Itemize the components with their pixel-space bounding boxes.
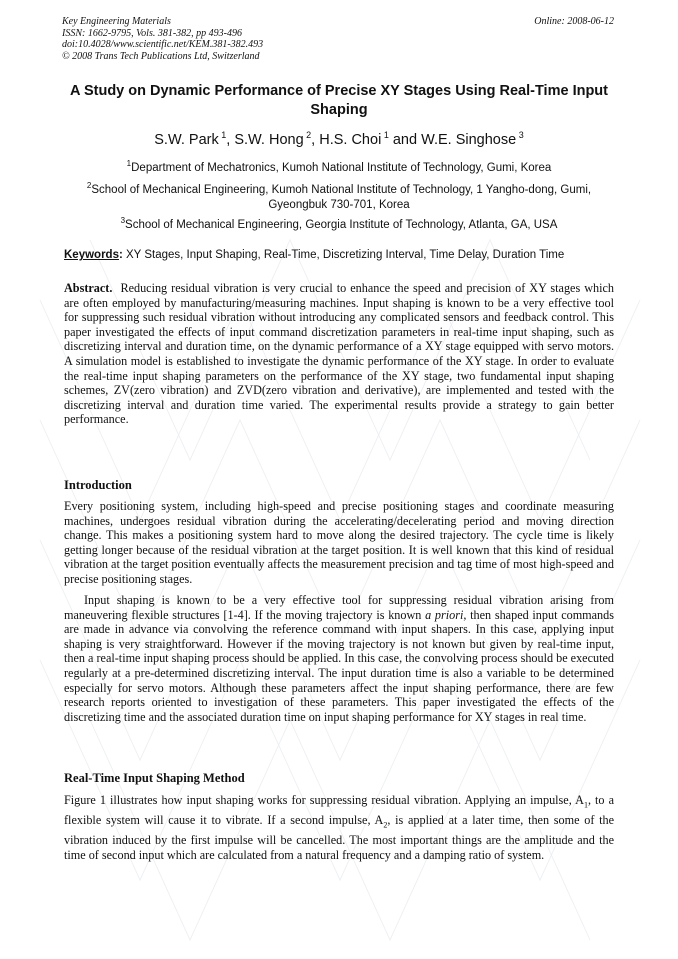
author-name: S.W. Park — [154, 132, 219, 148]
abstract-text: Reducing residual vibration is very crucial to enhance the speed and precision of XY stages which are often employed by manufacturing/measuring machines. Input shaping is known to be a very effective tool for suppressing such residual vibration without introducing any complicated sensors and feedback control. This paper investigated the effects of input command discretization parameters in real-time input shaping, such as discretizing interval and duration time, on the dynamic performance of a XY stage equipped with servo motors. A simulation model is established to investigate the dynamic performance of the XY stage. In order to evaluate the real-time input shaping parameters on the performance of the XY stage, two fundamental input shaping schemes, ZV(zero vibration) and ZVD(zero vibration and derivative), are implemented and tested with the discretizing interval and duration time varied. The experimental results provide a strategy to gain better performance. — [64, 281, 615, 427]
author-list: S.W. Park $^1$, S.W. Hong $^2$, H.S. Choi $^1$ and W.E. Singhose $^3$ — [154, 130, 524, 148]
abstract-label: Abstract. — [64, 281, 113, 295]
affiliation-3: $^3$School of Mechanical Engineering, Georgia Institute of Technology, Atlanta, GA, USA — [120, 216, 558, 231]
journal-header — [62, 16, 263, 62]
introduction-paragraph-2: Input shaping is known to be a very effective tool for suppressing residual vibration arising from maneuvering flexible structures [1-4]. If the moving trajectory is known a priori, then shaped input commands are made in advance via convolving the reference command with input shapers. In this case, applying input shaping is very straightforward. However if the moving trajectory is not known but given by real-time input, then a real-time input shaping process should be applied. In this case, the convolving process should be executed regularly at a pre-determined discretizing interval. The input duration time is also a variable to be determined especially for servo motors. Although these parameters affect the input shaping performance, there are few research reports oriented to investigation of these parameters. This paper investigated the effects of the discretizing time and the associated duration time on input shaping performance for XY stages in real time. — [64, 593, 614, 724]
method-paragraph: Figure 1 illustrates how input shaping works for suppressing residual vibration. Applying an impulse, $A_1$, to a flexible system will cause it to vibrate. If a second impulse, $A_2$, is applied at a later time, then some of the vibration induced by the first impulse will be cancelled. The most important things are the amplitude and the time of second input which are calculated from a natural frequency and a damping ratio of system. — [64, 793, 614, 862]
introduction-paragraph-1: Every positioning system, including high-speed and precise positioning stages and coordinate measuring machines, undergoes residual vibration during the accelerating/decelerating period and moving direction change. This makes a positioning system hard to move along the desired trajectory. The cycle time is likely getting longer because of the residual vibration at the target position. It is well known that this kind of residual vibration at the target position eventually affects the measurement precision and tag time of most high-speed and precise positioning stages. — [64, 499, 614, 586]
issn-line: ISSN: 1662-9795, Vols. 381-382, pp 493-496 — [62, 27, 242, 39]
journal-name: Key Engineering Materials — [62, 16, 171, 27]
introduction-heading: Introduction — [64, 478, 132, 492]
keywords: Keywords: XY Stages, Input Shaping, Real-Time, Discretizing Interval, Time Delay, Duration Time — [64, 249, 565, 261]
doi-line: doi:10.4028/www.scientific.net/KEM.381-382.493 — [62, 39, 264, 50]
paper-title: A Study on Dynamic Performance of Precise XY Stages Using Real-Time Input Shaping — [70, 83, 608, 118]
affiliation-1: $^1$Department of Mechatronics, Kumoh National Institute of Technology, Gumi, Korea — [126, 159, 552, 174]
online-date: Online: 2008-06-12 — [534, 16, 614, 27]
keywords-label: Keywords — [64, 249, 119, 261]
author-name: H.S. Choi — [319, 132, 382, 148]
copyright-line: © 2008 Trans Tech Publications Ltd, Switzerland — [62, 50, 260, 62]
abstract — [64, 281, 614, 427]
author-affiliation-mark: 1 — [383, 130, 389, 140]
author-name: W.E. Singhose — [421, 132, 517, 148]
affiliation-2: $^2$School of Mechanical Engineering, Kumoh National Institute of Technology, 1 Yangho-dong, Gumi, Gyeongbuk 730-701, Korea — [86, 181, 592, 211]
author-affiliation-mark: 2 — [306, 130, 312, 140]
author-affiliation-mark: 3 — [518, 130, 524, 140]
keywords-text: XY Stages, Input Shaping, Real-Time, Discretizing Interval, Time Delay, Duration Time — [126, 249, 565, 261]
author-name: S.W. Hong — [234, 132, 304, 148]
method-heading: Real-Time Input Shaping Method — [64, 771, 245, 785]
author-affiliation-mark: 1 — [221, 130, 227, 140]
